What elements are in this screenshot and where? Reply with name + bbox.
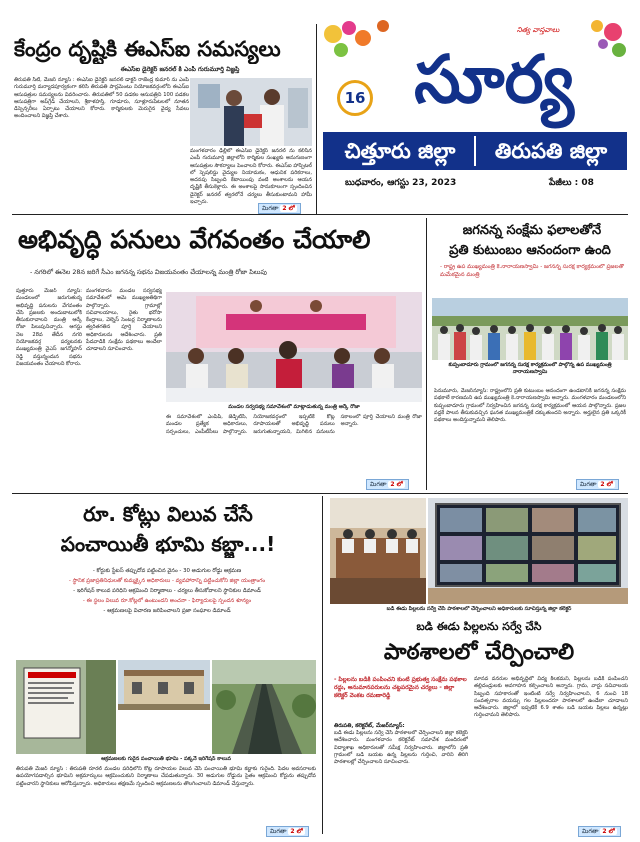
story-esi-more[interactable] <box>258 203 301 214</box>
story-school-photo-1 <box>330 498 426 604</box>
story-land-grab-bullets <box>14 566 320 658</box>
more-label: మిగతా <box>370 481 387 488</box>
bullet: - ఆక్రమణలపై విచారణ జరిపించాలని ప్రజా సంఘాల డిమాండ్ <box>103 608 231 614</box>
more-page: 2 లో <box>282 205 295 212</box>
bullet: - ఇరిగేషన్ కాలువ పరిధిని ఆక్రమించి నిర్మాణాలు - చర్యలు తీసుకోవాలని స్థానికుల డిమాండ్ <box>73 588 261 594</box>
more-label: మిగతా <box>580 481 597 488</box>
story-roja-caption: మండల సర్వసభ్య సమావేశంలో మాట్లాడుతున్న మంత్రి ఆర్కే రోజా <box>228 404 360 410</box>
story-land-grab-more[interactable] <box>266 826 309 837</box>
page-count: పేజీలు : 08 <box>549 178 594 188</box>
story-school-body-1: బడి ఈడు పిల్లలను సర్వే చేసి పాఠశాలలో చేర్పించాలని జిల్లా కలెక్టర్ ఆదేశించారు. మంగళవారం కలెక్టరేట్ సమావేశ మందిరంలో విద్యాశాఖ అధికారులతో సమీక్ష నిర్వహించారు. జిల్లాలోని ప్రతి గ్రామంలో బడి బయట ఉన్న పిల్లలను గుర్తించి, వారిని తిరిగి పాఠశాలల్లో చేర్పించాలని సూచించారు. <box>334 730 468 766</box>
photo-canal <box>212 660 316 754</box>
bullet: - కోర్టుకు స్టేటస్ తప్పుదోవ పట్టించిన వైనం - 30 అడుగుల రోడ్డు ఆక్రమణ <box>92 568 242 574</box>
story-school-body-2: మానవ వనరుల అభివృద్ధిలో విద్య కీలకమని, పిల్లలను బడికి పంపించని తల్లిదండ్రులకు అవగాహన కల్పించాలని అన్నారు. గ్రామ, వార్డు సచివాలయ సిబ్బంది సహకారంతో ఇంటింటి సర్వే నిర్వహించాలని, 6 నుంచి 18 సంవత్సరాల వయస్సు గల పిల్లలందరూ పాఠశాలలో ఉండేలా చూడాలని ఆదేశించారు. జిల్లాలో ఇప్పటికే 6.9 శాతం బడి బయట పిల్లలు ఉన్నట్లు గుర్తించామని తెలిపారు. <box>474 676 628 719</box>
story-land-grab-photo-2 <box>118 660 210 710</box>
divider-top <box>12 214 628 215</box>
story-land-grab-caption: ఆక్రమణలకు గురైన పంచాయితీ భూమి - పక్కనే ఇరిగేషన్ కాలువ <box>101 756 231 762</box>
masthead-tagline: నిత్య వాస్తవాలు <box>516 26 560 34</box>
story-esi-body-left: తిరుపతి సిటీ, మేజర్ న్యూస్ : ఈఎస్ఐ డైరెక్టర్ జనరల్ డాక్టర్ రాజేంద్ర కుమార్ ను ఎంపీ గురుమూర్తి మర్యాదపూర్వకంగా కలిసి తిరుపతి పార్లమెంటు నియోజకవర్గంలోని ఈఎస్ఐ ఆసుపత్రుల సమస్యలను వివరించారు. తిరుపతిలో 50 పడకల ఆసుపత్రిని 100 పడకల ఆసుపత్రిగా అప్‌గ్రేడ్ చేయాలని, శ్రీకాళహస్తి, గూడూరు, సూళ్లూరుపేటలలో నూతన డిస్పెన్సరీలు ఏర్పాటు చేయాలని కోరారు. కార్మికులకు మెరుగైన వైద్య సేవలు అందించాలని విజ్ఞప్తి చేశారు. <box>14 77 189 120</box>
story-deputy-cm-body: పెనుమూరు, మేజర్‌న్యూస్: రాష్ట్రంలోని ప్రతి కుటుంబం ఆనందంగా ఉండటానికి జగనన్న సంక్షేమ పథకాలే కారణమని ఉప ముఖ్యమంత్రి కె.నారాయణస్వామి అన్నారు. మంగళవారం మండలంలోని కుప్పంబాదూరు గ్రామంలో నిర్వహించిన జగనన్న సురక్ష కార్యక్రమంలో ఆయన పాల్గొన్నారు. ప్రజల వద్దకే పాలన తీసుకువచ్చిన ఘనత ముఖ్యమంత్రికే దక్కుతుందని అన్నారు. అర్హులైన ప్రతి ఒక్కరికీ పథకాలు అందిస్తున్నామని తెలిపారు. <box>434 388 626 424</box>
story-school-dateline: తిరుపతి, కలెక్టరేట్, మేజర్‌న్యూస్: <box>334 723 405 729</box>
more-page: 2 లో <box>390 481 403 488</box>
edition-divider <box>474 136 476 166</box>
story-roja-body-2: మంగళవారం మండల సర్వసభ్య సమావేశంలో ఆమె ముఖ్యఅతిథిగా పాల్గొన్నారు. గ్రామాల్లో సచివాలయాలు, రైతు భరోసా కేంద్రాలు, వెల్నెస్ సెంటర్ల నిర్మాణాలను త్వరితగతిన పూర్తి చేయాలని అధికారులను ఆదేశించారు. ప్రతి పేదవాడికి సంక్షేమ పథకాలు అందేలా చూడాలని సూచించారు. <box>86 288 162 353</box>
divider-vertical-top <box>316 24 317 214</box>
story-roja-deck: - నగరిలో ఈనెల 28న జరిగే సీఎం జగనన్న సభను విజయవంతం చేయాలన్న మంత్రి రోజా పిలుపు <box>30 268 267 276</box>
divider-vertical-bottom <box>322 496 323 834</box>
more-label: మిగతా <box>270 828 287 835</box>
story-school-headline: పాఠశాలలో చేర్పించాలి <box>383 640 575 665</box>
story-deputy-cm-caption: కుప్పంబాదూరు గ్రామంలో జగనన్న సురక్ష కార్యక్రమంలో పాల్గొన్న ఉప ముఖ్యమంత్రి నారాయణస్వామి <box>448 362 612 376</box>
divider-mid <box>12 493 628 494</box>
story-land-grab-photo-3 <box>212 660 316 754</box>
story-roja-more[interactable] <box>366 479 409 490</box>
story-esi-photo <box>190 78 312 146</box>
story-esi-body-right: మంగళవారం ఢిల్లీలో ఈఎస్ఐ డైరెక్టర్ జనరల్ ను కలిసిన ఎంపీ గురుమూర్తి జిల్లాలోని కార్మికుల సంఖ్యకు అనుగుణంగా ఆసుపత్రుల సౌకర్యాలు పెంచాలని కోరారు. ఈఎస్ఐ హాస్పిటల్ లో స్పెషలిస్టు వైద్యుల నియామకం, ఆధునిక పరికరాలు, అదనపు సిబ్బంది కేటాయింపు వంటి అంశాలను ఆయన దృష్టికి తీసుకెళ్లారు. ఈ అంశాలపై సానుకూలంగా స్పందించిన డైరెక్టర్ జనరల్ త్వరలోనే చర్యలు తీసుకుంటామని హామీ ఇచ్చారు. <box>190 148 312 206</box>
story-school-deck: - పిల్లలను బడికి పంపించని కుంటి ప్రభుత్వ సంక్షేమ పథకాల రద్దు, అనుమానపరులను చట్టపరమైన చర్యలు - జిల్లా కలెక్టర్ వెంకట రమణారెడ్డి <box>334 677 467 700</box>
date-line: బుధవారం, ఆగస్టు 23, 2023 <box>345 178 457 188</box>
story-school-kicker: బడి ఈడు పిల్లలను సర్వే చేసి <box>416 620 542 633</box>
masthead-logo: సూర్య <box>414 41 574 118</box>
story-deputy-cm-photo <box>432 298 628 360</box>
story-land-grab-photo-1 <box>16 660 116 754</box>
story-esi-headline: కేంద్రం దృష్టికి ఈఎస్ఐ సమస్యలు <box>14 37 281 61</box>
bullet: - స్థానిక ప్రజాప్రతినిధులతో కుమ్మక్కైన అధికారులు - వ్యవహారాన్ని పట్టించుకోని జిల్లా యంత్రాంగం <box>68 578 266 584</box>
story-roja-body-1: పుత్తూరు మేజర్ న్యూస్: మండలంలో జరుగుతున్న అభివృద్ధి పనులను వేగవంతం చేసి ప్రజలకు అందుబాటులోకి తీసుకురావాలని మంత్రి ఆర్కే రోజా పిలుపునిచ్చారు. ఆగస్టు నెల 28వ తేదీన నగరి నియోజకవర్గ పర్యటనకు ముఖ్యమంత్రి వైఎస్ జగన్మోహన్ రెడ్డి వస్తున్నందున సభను విజయవంతం చేయాలని కోరారు. <box>16 288 82 367</box>
more-page: 2 లో <box>602 828 615 835</box>
photo-surakhsha-crowd <box>432 298 628 360</box>
story-school-more[interactable] <box>578 826 621 837</box>
anniversary-number: 16 <box>344 89 366 107</box>
story-roja-headline: అభివృద్ధి పనులు వేగవంతం చేయాలి <box>18 225 371 254</box>
story-deputy-cm-deck: - రాష్ట్ర ఉప ముఖ్యమంత్రి కె.నారాయణస్వామి - జగనన్న సురక్ష కార్యక్రమంలో ప్రజలతో మమేకమైన మంత్రి <box>440 264 624 278</box>
story-land-grab-headline-2: పంచాయితీ భూమి కబ్జా...! <box>60 532 276 556</box>
photo-mp-meeting <box>190 78 312 146</box>
more-page: 2 లో <box>290 828 303 835</box>
story-school-photo-2 <box>428 498 628 604</box>
more-label: మిగతా <box>262 205 279 212</box>
story-school-caption: బడి ఈడు పిల్లలను సర్వే చేసి పాఠశాలలో చేర్పించాలని అధికారులకు సూచిస్తున్న జిల్లా కలెక్టర్ <box>386 606 572 612</box>
divider-vertical-mid <box>426 218 427 490</box>
story-deputy-cm-headline-2: ప్రతి కుటుంబం ఆనందంగా ఉంది <box>449 243 611 258</box>
masthead <box>323 18 627 210</box>
photo-roja-meeting <box>166 292 422 402</box>
story-roja-body-3: ఈ సమావేశంలో ఎంపీపీ, జెడ్పీటీసీ, మండల ప్రత్యేక అధికారులు, సర్పంచులు, ఎంపీటీసీలు పాల్గొన్నారు. నియోజకవర్గంలో ఇప్పటికే కోట్ల రూపాయలతో అభివృద్ధి పనులు జరుగుతున్నాయని, మిగిలిన పనులను సకాలంలో పూర్తి చేయాలని మంత్రి రోజా అన్నారు. <box>166 414 422 435</box>
photo-notice-board <box>16 660 116 754</box>
photo-collector-meeting <box>330 498 426 604</box>
story-esi-subhead: ఈఎస్ఐ డైరెక్టర్ జనరల్ కి ఎంపీ గురుమూర్తి విజ్ఞప్తి <box>120 66 240 73</box>
edition-right: తిరుపతి జిల్లా <box>494 139 608 163</box>
story-land-grab-headline-1: రూ. కోట్లు విలువ చేసే <box>83 502 253 526</box>
anniversary-badge <box>337 80 373 116</box>
story-land-grab-body: తిరుపతి మేజర్ న్యూస్ : తిరుపతి రూరల్ మండల పరిధిలోని కోట్ల రూపాయల విలువ చేసే పంచాయితీ భూమి కబ్జాకు గురైంది. పేదల అవసరాలకు ఉపయోగపడాల్సిన భూమిని అక్రమార్కులు ఆక్రమించుకుని నిర్మాణాలు చేపడుతున్నారు. 30 అడుగుల రోడ్డును సైతం ఆక్రమించి కోర్టును తప్పుదోవ పట్టించారని స్థానికులు ఆరోపిస్తున్నారు. అధికారులు తక్షణమే స్పందించి ఆక్రమణలను తొలగించాలని డిమాండ్ చేస్తున్నారు. <box>16 766 316 787</box>
bullet: - ఈ స్థలం విలువ రూ.కోట్లలో ఉంటుందని అంచనా - ఫిర్యాదులపై స్పందన శూన్యం <box>82 598 252 604</box>
more-label: మిగతా <box>582 828 599 835</box>
story-deputy-cm-more[interactable] <box>576 479 619 490</box>
more-page: 2 లో <box>600 481 613 488</box>
edition-left: చిత్తూరు జిల్లా <box>344 139 456 163</box>
edition-bar <box>323 132 627 170</box>
photo-video-conference <box>428 498 628 604</box>
story-deputy-cm-headline-1: జగనన్న సంక్షేమ ఫలాలతోనే <box>462 223 602 238</box>
story-roja-photo <box>166 292 422 402</box>
photo-building <box>118 660 210 710</box>
